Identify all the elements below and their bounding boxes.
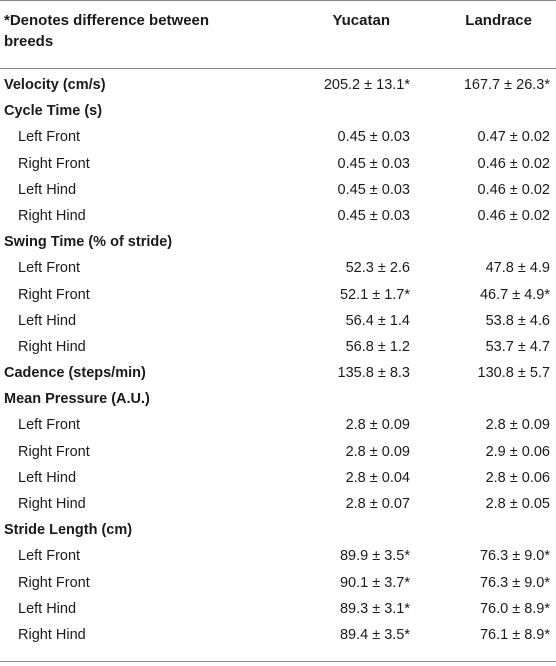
row-label: Left Hind	[18, 181, 77, 198]
yucatan-value: 0.45 ± 0.03	[337, 181, 410, 198]
table-row	[0, 623, 556, 649]
table-row	[0, 178, 556, 204]
landrace-value: 76.3 ± 9.0*	[479, 548, 550, 565]
landrace-value: 53.8 ± 4.6	[485, 312, 550, 329]
row-label: Right Front	[18, 574, 90, 591]
yucatan-value: 135.8 ± 8.3	[337, 365, 410, 382]
table-bottom-rule	[0, 661, 556, 662]
landrace-value: 2.9 ± 0.06	[485, 443, 550, 460]
table-row	[0, 335, 556, 361]
table-header	[0, 0, 556, 68]
landrace-value: 76.1 ± 8.9*	[479, 626, 550, 643]
row-label: Cycle Time (s)	[4, 103, 103, 120]
row-label: Left Front	[18, 260, 81, 277]
yucatan-value: 2.8 ± 0.09	[345, 417, 410, 434]
yucatan-value: 56.4 ± 1.4	[345, 312, 410, 329]
landrace-value: 76.3 ± 9.0*	[479, 574, 550, 591]
yucatan-value: 2.8 ± 0.09	[345, 443, 410, 460]
yucatan-value: 0.45 ± 0.03	[337, 207, 410, 224]
landrace-value: 46.7 ± 4.9*	[479, 286, 550, 303]
landrace-value: 0.47 ± 0.02	[477, 129, 550, 146]
table-row	[0, 283, 556, 309]
yucatan-value: 2.8 ± 0.07	[345, 496, 410, 512]
landrace-value: 53.7 ± 4.7	[485, 338, 550, 355]
row-label: Right Hind	[18, 338, 86, 355]
table-row	[0, 597, 556, 623]
yucatan-value: 0.45 ± 0.03	[337, 129, 410, 146]
header-rule	[0, 68, 556, 69]
table-row	[0, 204, 556, 230]
yucatan-value: 56.8 ± 1.2	[345, 338, 410, 355]
table-row	[0, 466, 556, 492]
table-row	[0, 544, 556, 570]
row-label: Mean Pressure (A.U.)	[4, 391, 150, 408]
yucatan-value: 89.4 ± 3.5*	[339, 626, 410, 643]
yucatan-value: 52.3 ± 2.6	[345, 260, 410, 277]
yucatan-value: 89.9 ± 3.5*	[339, 548, 410, 565]
table-section-row	[0, 99, 556, 125]
landrace-value: 76.0 ± 8.9*	[479, 600, 550, 617]
column-header-landrace: Landrace	[465, 12, 532, 29]
row-label: Left Front	[18, 548, 81, 565]
column-header-yucatan: Yucatan	[332, 12, 390, 29]
row-label: Right Front	[18, 155, 90, 172]
row-label: Right Front	[18, 286, 90, 303]
row-label: Right Hind	[18, 626, 86, 643]
landrace-value: 167.7 ± 26.3*	[463, 77, 550, 93]
row-label: Cadence (steps/min)	[4, 365, 146, 382]
row-label: Left Hind	[18, 600, 77, 617]
header-caption: *Denotes difference between breeds	[4, 12, 210, 50]
landrace-value: 130.8 ± 5.7	[477, 365, 550, 382]
landrace-value: 0.46 ± 0.02	[477, 207, 550, 224]
table-body	[0, 73, 556, 649]
table-row	[0, 309, 556, 335]
yucatan-value: 89.3 ± 3.1*	[339, 600, 410, 617]
yucatan-value: 205.2 ± 13.1*	[323, 77, 410, 93]
table-row	[0, 413, 556, 439]
yucatan-value: 0.45 ± 0.03	[337, 155, 410, 172]
table-row	[0, 440, 556, 466]
table-section-row	[0, 387, 556, 413]
table-row	[0, 125, 556, 151]
row-label: Right Hind	[18, 207, 86, 224]
row-label: Left Front	[18, 417, 81, 434]
landrace-value: 0.46 ± 0.02	[477, 181, 550, 198]
table-row	[0, 152, 556, 178]
table-row	[0, 492, 556, 518]
row-label: Right Front	[18, 443, 90, 460]
landrace-value: 47.8 ± 4.9	[485, 260, 550, 277]
row-label: Velocity (cm/s)	[4, 77, 106, 93]
row-label: Left Hind	[18, 312, 77, 329]
table-section-row	[0, 230, 556, 256]
row-label: Stride Length (cm)	[4, 522, 133, 539]
table-row	[0, 256, 556, 282]
yucatan-value: 52.1 ± 1.7*	[339, 286, 410, 303]
table-section-row	[0, 518, 556, 544]
landrace-value: 2.8 ± 0.06	[485, 469, 550, 486]
landrace-value: 0.46 ± 0.02	[477, 155, 550, 172]
row-label: Right Hind	[18, 496, 86, 512]
yucatan-value: 2.8 ± 0.04	[345, 469, 410, 486]
landrace-value: 2.8 ± 0.09	[485, 417, 550, 434]
landrace-value: 2.8 ± 0.05	[485, 496, 550, 512]
table-section-row	[0, 73, 556, 99]
row-label: Left Front	[18, 129, 81, 146]
row-label: Left Hind	[18, 469, 77, 486]
yucatan-value: 90.1 ± 3.7*	[339, 574, 410, 591]
table-row	[0, 571, 556, 597]
table-section-row	[0, 361, 556, 387]
row-label: Swing Time (% of stride)	[4, 234, 173, 251]
